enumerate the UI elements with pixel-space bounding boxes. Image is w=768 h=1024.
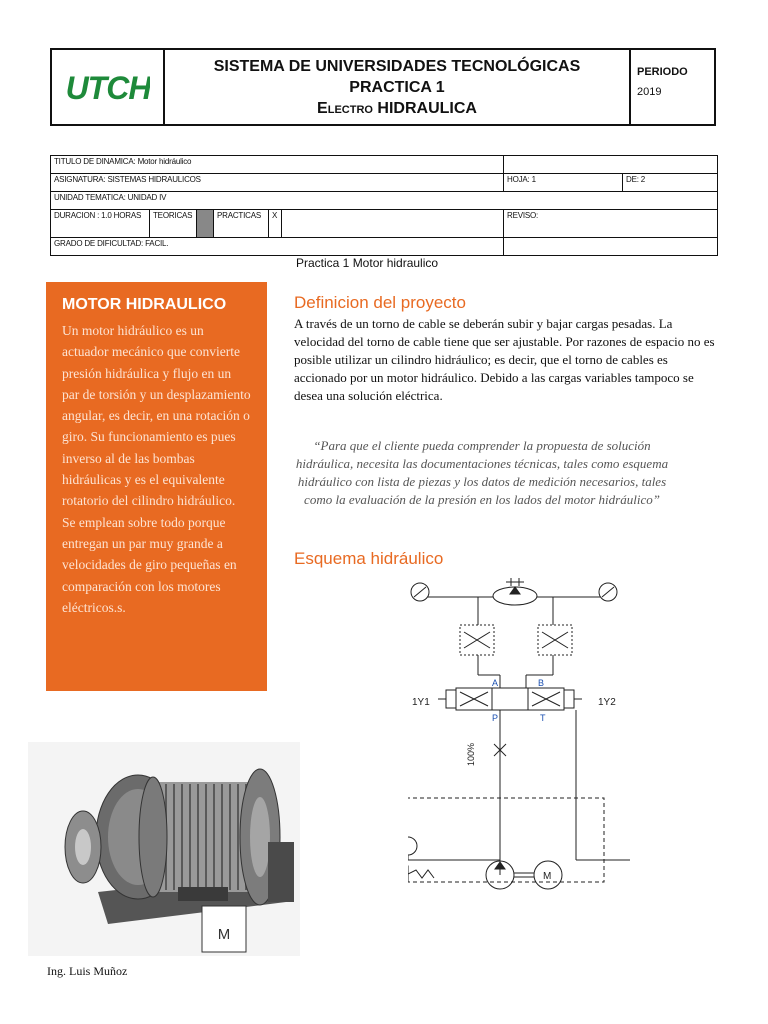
port-t: T: [540, 713, 546, 723]
cell-asignatura: ASIGNATURA: SISTEMAS HIDRAULICOS: [51, 174, 504, 192]
pressure-gauge-pump: [408, 837, 417, 855]
title-line-3-small: Electro: [317, 100, 373, 117]
section-title-definicion: Definicion del proyecto: [294, 293, 466, 312]
table-row: [51, 210, 718, 238]
hydraulic-schema: [408, 570, 638, 915]
cell-empty-2: [504, 238, 718, 256]
document-header: [50, 48, 716, 126]
cell-teoricas: TEORICAS: [150, 210, 197, 238]
definicion-body: A través de un torno de cable se deberán subir y bajar cargas pesadas. La velocidad del torno de cable tiene que ser ajustable. Por razones de espacio no es posible utilizar un cilindro hidráulico; es decir, que el torno de cables es accionado por un motor hidráulico. Debido a las cargas variables tampoco se desea una solución eléctrica.: [294, 316, 715, 403]
solenoid-1y1: 1Y1: [412, 697, 430, 708]
photo-motor-label: M: [217, 926, 231, 943]
table-row: [51, 174, 718, 192]
author-name: Ing. Luis Muñoz: [47, 964, 128, 978]
electric-motor-label: M: [543, 871, 552, 882]
header-title: [165, 50, 631, 124]
title-line-3: [165, 98, 629, 119]
period-label: PERIODO: [637, 66, 688, 78]
client-quote: “Para que el cliente pueda comprender la propuesta de solución hidráulica, necesita las documentaciones técnicas, tales como esquema hidráulico con lista de piezas y los datos de medición necesarios, tales como la evaluación de la presión en los lados del motor hidráulico”: [295, 438, 669, 507]
port-b: B: [538, 678, 545, 688]
throttle-percent: 100%: [466, 742, 476, 766]
cell-practicas-mark: X: [269, 210, 282, 238]
cell-unidad: UNIDAD TEMATICA: UNIDAD IV: [51, 192, 718, 210]
cell-empty: [504, 156, 718, 174]
period-value: 2019: [637, 86, 662, 98]
cell-practicas: PRACTICAS: [214, 210, 269, 238]
utch-logo: [52, 50, 165, 124]
svg-text:UTCH: UTCH: [65, 70, 150, 105]
power-unit-box: [408, 798, 604, 882]
cell-duracion: DURACION : 1.0 HORAS: [51, 210, 150, 238]
title-line-2: PRACTICA 1: [349, 79, 445, 96]
cell-reviso: REVISO:: [504, 210, 718, 238]
info-table: [50, 155, 718, 256]
winch-image: [28, 742, 300, 956]
cell-blank: [282, 210, 504, 238]
cell-titulo: TITULO DE DINAMICA: Motor hidráulico: [51, 156, 504, 174]
title-line-1: SISTEMA DE UNIVERSIDADES TECNOLÓGICAS: [213, 58, 581, 75]
cell-hoja: HOJA: 1: [504, 174, 623, 192]
sidebar-text: Un motor hidráulico es un actuador mecánico que convierte presión hidráulica y flujo en un par de torsión y un desplazamiento angular, es decir, en una rotación o giro. Su funcionamiento es pues inverso al de las bombas hidráulicas y es el equivalente rotatorio del cilindro hidráulico. Se emplean sobre todo porque entregan un par muy grande a velocidades de giro pequeñas en comparación con los motores eléctricos.s.: [62, 323, 251, 615]
table-row: [51, 238, 718, 256]
port-p: P: [492, 713, 499, 723]
header-period: [631, 50, 716, 124]
section-title-esquema: Esquema hidráulico: [294, 549, 444, 568]
cell-gray: [197, 210, 214, 238]
practice-subtitle: Practica 1 Motor hidraulico: [296, 256, 439, 270]
table-row: [51, 192, 718, 210]
title-line-3-big: HIDRAULICA: [377, 100, 477, 117]
cell-de: DE: 2: [623, 174, 718, 192]
cell-grado: GRADO DE DIFICULTAD: FACIL.: [51, 238, 504, 256]
solenoid-1y2: 1Y2: [598, 697, 616, 708]
motor-sidebar: [46, 282, 267, 691]
utch-logo-mark: [66, 69, 150, 105]
table-row: [51, 156, 718, 174]
sidebar-heading: MOTOR HIDRAULICO: [62, 296, 227, 313]
port-a: A: [492, 678, 499, 688]
